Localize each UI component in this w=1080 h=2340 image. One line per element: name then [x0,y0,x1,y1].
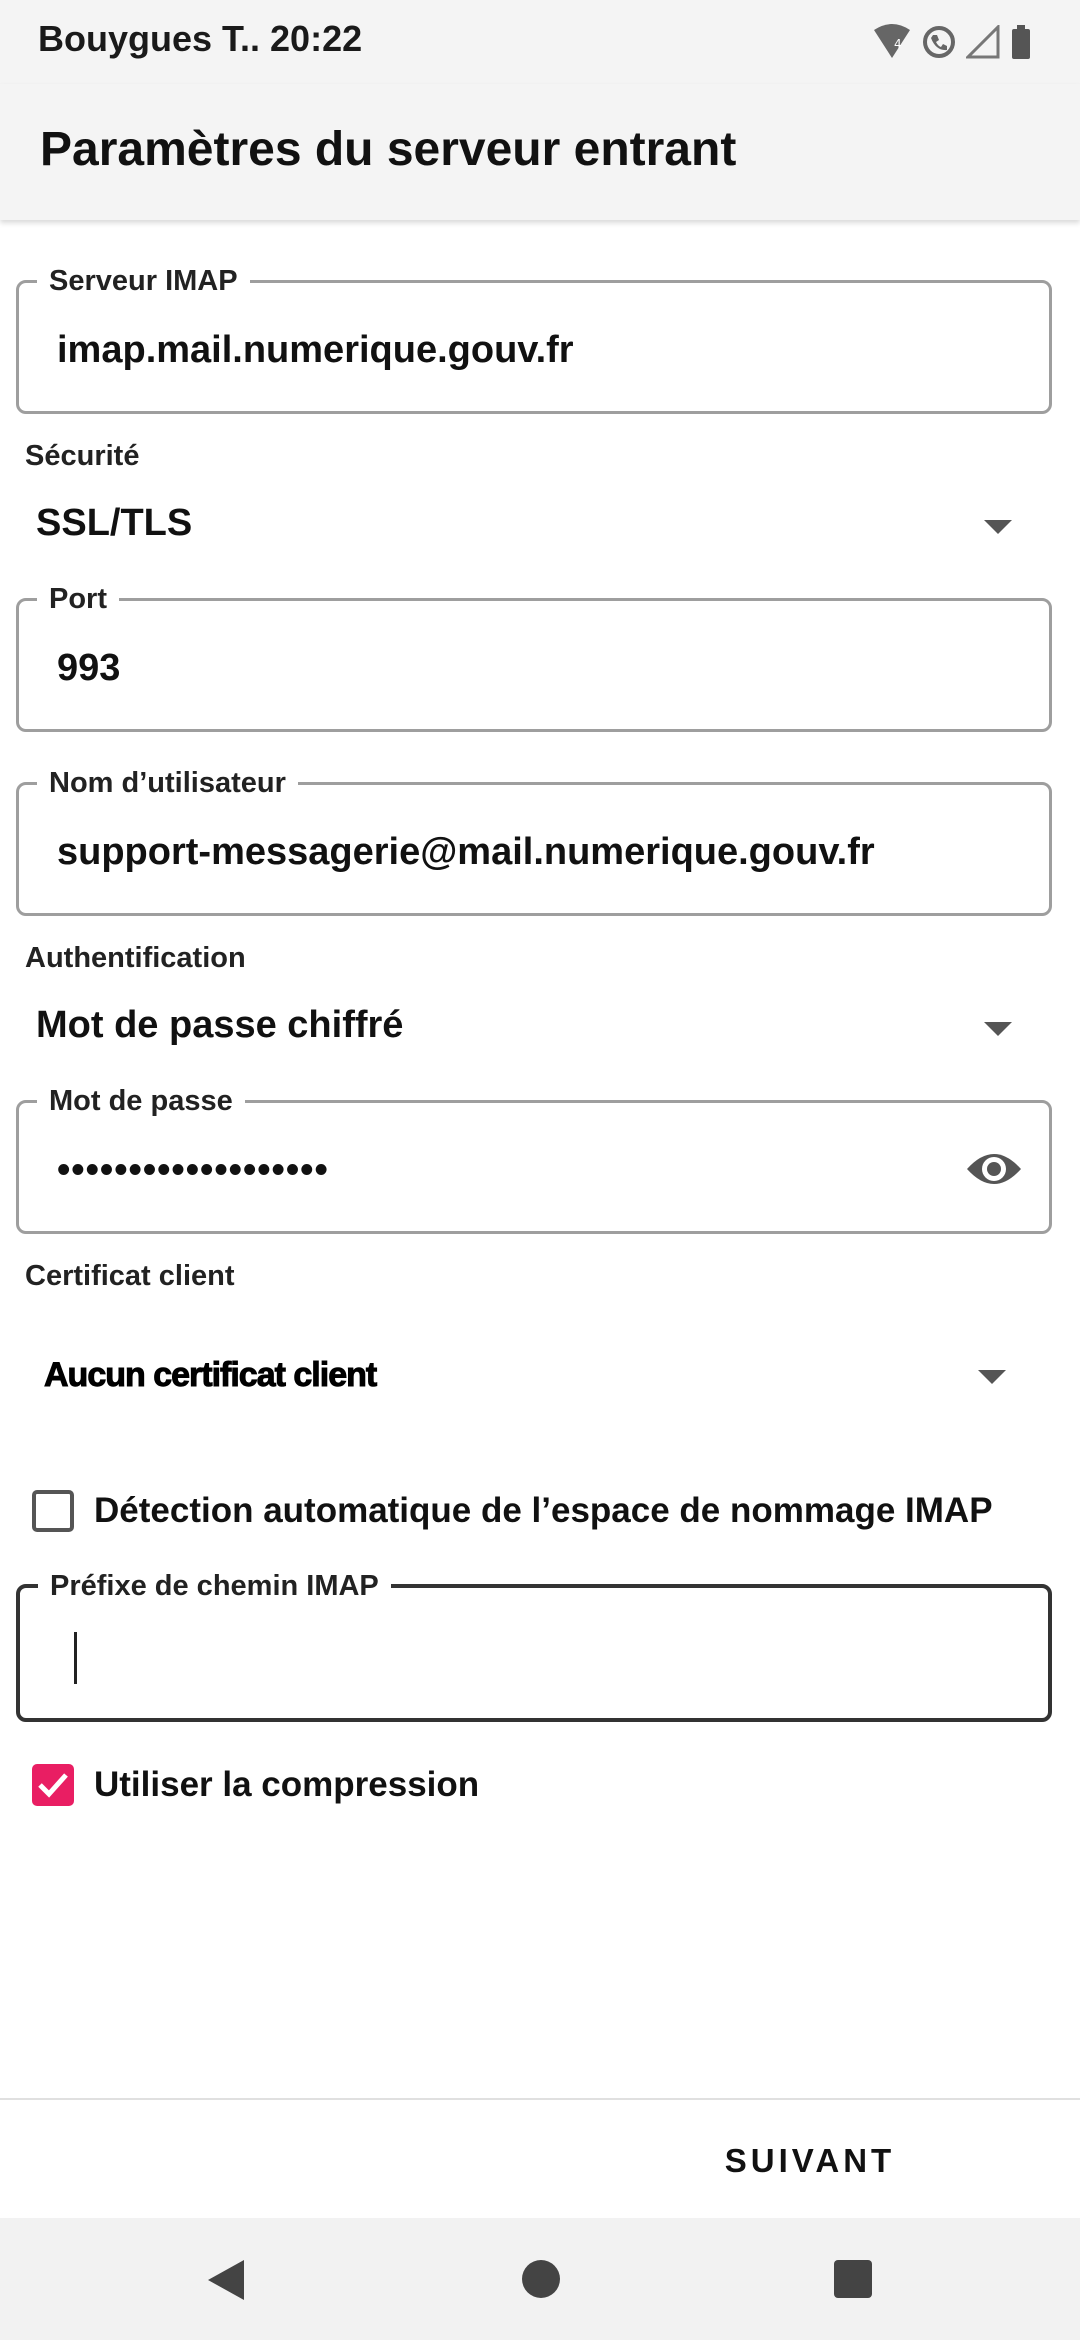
authentication-label: Authentification [25,942,246,974]
security-value: SSL/TLS [36,502,193,544]
compression-label: Utiliser la compression [94,1765,480,1804]
path-prefix-field[interactable] [16,1570,1052,1722]
recents-icon[interactable] [834,2260,872,2298]
text-cursor [74,1632,77,1684]
page-title: Paramètres du serveur entrant [40,123,737,176]
footer-divider [0,2098,1080,2100]
status-bar [0,0,1080,84]
imap-server-label: Serveur IMAP [37,263,250,299]
security-select[interactable] [16,486,1052,566]
path-prefix-label: Préfixe de chemin IMAP [38,1568,391,1604]
chevron-down-icon [984,520,1012,534]
battery-icon [1010,24,1032,60]
home-icon[interactable] [522,2260,560,2298]
checkmark-icon [37,1771,69,1799]
app-bar [0,84,1080,220]
port-value: 993 [57,647,121,689]
next-button[interactable]: SUIVANT [724,2142,896,2179]
signal-icon [966,25,1000,59]
username-value: support-messagerie@mail.numerique.gouv.fr [57,831,875,873]
username-label: Nom d’utilisateur [37,765,298,801]
imap-server-value: imap.mail.numerique.gouv.fr [57,329,574,371]
password-field[interactable] [16,1085,1052,1234]
authentication-value: Mot de passe chiffré [36,1004,404,1046]
chevron-down-icon [978,1370,1006,1384]
volte-icon [922,25,956,59]
port-label: Port [37,581,119,617]
password-value: ••••••••••••••••••• [57,1149,329,1191]
client-certificate-label: Certificat client [25,1260,235,1292]
back-icon[interactable] [208,2260,244,2300]
auto-namespace-checkbox[interactable] [32,1490,74,1532]
username-field[interactable] [16,767,1052,916]
imap-server-field[interactable] [16,265,1052,414]
client-certificate-select[interactable] [16,1336,1052,1416]
port-field[interactable] [16,583,1052,732]
wifi-calling-icon [872,24,912,60]
auto-namespace-label: Détection automatique de l’espace de nommage IMAP [94,1491,993,1530]
carrier-time: Bouygues T.. 20:22 [38,18,363,59]
auto-namespace-row[interactable] [32,1490,993,1532]
navigation-bar [0,2218,1080,2340]
chevron-down-icon [984,1022,1012,1036]
status-icons [872,20,1032,64]
client-certificate-value: Aucun certificat client [44,1356,377,1394]
password-label: Mot de passe [37,1083,245,1119]
security-label: Sécurité [25,440,140,472]
authentication-select[interactable] [16,988,1052,1068]
compression-checkbox[interactable] [32,1764,74,1806]
compression-row[interactable] [32,1764,479,1806]
eye-icon[interactable] [965,1147,1023,1191]
svg-text:4: 4 [894,37,902,51]
